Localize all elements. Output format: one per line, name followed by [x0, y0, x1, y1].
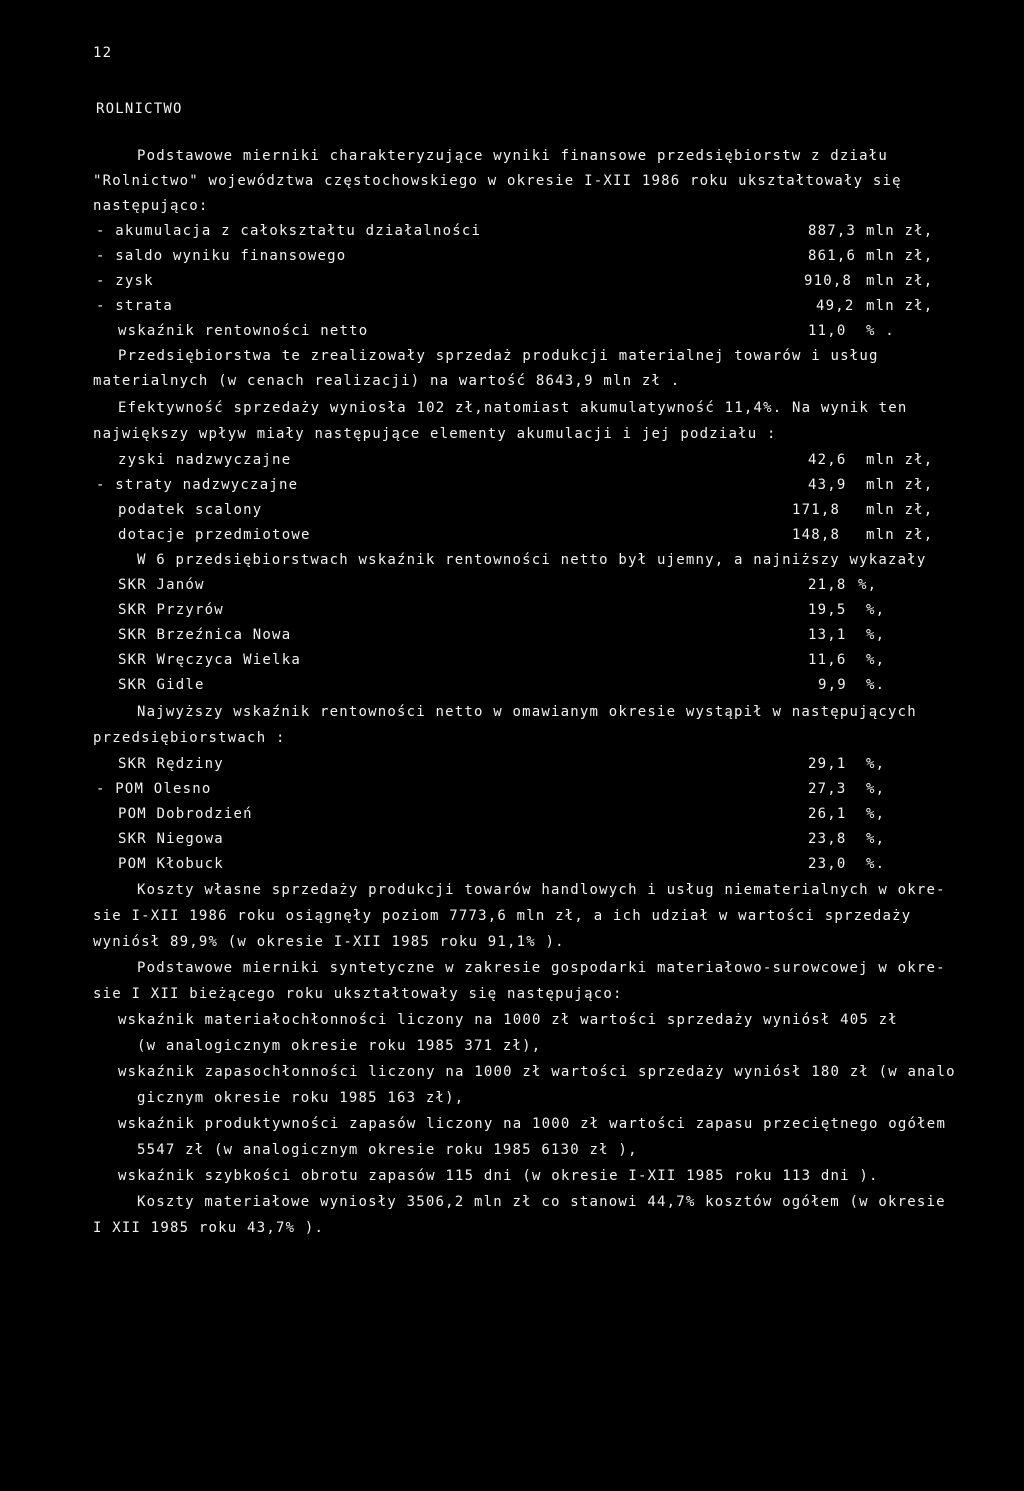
fin-item-unit: mln zł,: [866, 298, 934, 314]
costs-line-1: Koszty własne sprzedaży produkcji towarów handlowych i usług niematerialnych w okre-: [137, 882, 946, 898]
fin-item-label: - strata: [96, 298, 174, 314]
highest-value: 23,8: [808, 831, 847, 847]
fin-item-label: wskaźnik rentowności netto: [118, 323, 369, 339]
fin-item-unit: % .: [866, 323, 895, 339]
fin-item-value: 11,0: [808, 323, 847, 339]
lowest-label: SKR Wręczyca Wielka: [118, 652, 301, 668]
synthetic-intro-line-1: Podstawowe mierniki syntetyczne w zakresie gospodarki materiałowo-surowcowej w okre-: [137, 960, 946, 976]
intro-line-2: "Rolnictwo" województwa częstochowskiego w okresie I-XII 1986 roku ukształtowały się: [93, 173, 902, 189]
effect-line-1: Efektywność sprzedaży wyniosła 102 zł,natomiast akumulatywność 11,4%. Na wynik ten: [118, 400, 908, 416]
highest-intro-line-1: Najwyższy wskaźnik rentowności netto w omawianym okresie wystąpił w następujących: [137, 704, 917, 720]
highest-unit: %,: [866, 781, 886, 797]
synthetic-line: wskaźnik zapasochłonności liczony na 1000 zł wartości sprzedaży wyniósł 180 zł (w analo: [118, 1064, 956, 1080]
highest-value: 27,3: [808, 781, 847, 797]
lowest-label: SKR Gidle: [118, 677, 205, 693]
costs-line-2: sie I-XII 1986 roku osiągnęły poziom 7773,6 mln zł, a ich udział w wartości sprzedaży: [93, 908, 912, 924]
effect-line-2: największy wpływ miały następujące elementy akumulacji i jej podziału :: [93, 426, 777, 442]
highest-intro-line-2: przedsiębiorstwach :: [93, 730, 286, 746]
highest-label: SKR Rędziny: [118, 756, 224, 772]
lowest-unit: %,: [866, 627, 886, 643]
synthetic-line: wskaźnik materiałochłonności liczony na 1000 zł wartości sprzedaży wyniósł 405 zł: [118, 1012, 898, 1028]
intro-line-3: następująco:: [93, 198, 209, 214]
highest-value: 23,0: [808, 856, 847, 872]
fin-item-label: - akumulacja z całokształtu działalności: [96, 223, 482, 239]
highest-value: 29,1: [808, 756, 847, 772]
material-line-2: I XII 1985 roku 43,7% ).: [93, 1220, 325, 1236]
lowest-value: 11,6: [808, 652, 847, 668]
lowest-value: 9,9: [818, 677, 847, 693]
element-unit: mln zł,: [866, 477, 934, 493]
lowest-label: SKR Janów: [118, 577, 205, 593]
highest-label: POM Kłobuck: [118, 856, 224, 872]
element-value: 43,9: [808, 477, 847, 493]
element-label: podatek scalony: [118, 502, 263, 518]
material-line-1: Koszty materiałowe wyniosły 3506,2 mln zł co stanowi 44,7% kosztów ogółem (w okresie: [137, 1194, 946, 1210]
synthetic-intro-line-2: sie I XII bieżącego roku ukształtowały się następująco:: [93, 986, 623, 1002]
sales-line-2: materialnych (w cenach realizacji) na wartość 8643,9 mln zł .: [93, 373, 681, 389]
lowest-unit: %,: [866, 602, 886, 618]
lowest-unit: %.: [866, 677, 886, 693]
costs-line-3: wyniósł 89,9% (w okresie I-XII 1985 roku 91,1% ).: [93, 934, 565, 950]
synthetic-line: wskaźnik szybkości obrotu zapasów 115 dni (w okresie I-XII 1985 roku 113 dni ).: [118, 1168, 879, 1184]
lowest-value: 19,5: [808, 602, 847, 618]
element-label: dotacje przedmiotowe: [118, 527, 311, 543]
highest-label: - POM Olesno: [96, 781, 212, 797]
section-title: ROLNICTWO: [96, 101, 183, 117]
page-number: 12: [93, 45, 113, 61]
synthetic-line: 5547 zł (w analogicznym okresie roku 1985 6130 zł ),: [137, 1142, 638, 1158]
element-value: 171,8: [792, 502, 841, 518]
sales-line-1: Przedsiębiorstwa te zrealizowały sprzedaż produkcji materialnej towarów i usług: [118, 348, 879, 364]
highest-label: SKR Niegowa: [118, 831, 224, 847]
fin-item-label: - zysk: [96, 273, 154, 289]
fin-item-value: 887,3: [808, 223, 857, 239]
lowest-unit: %,: [866, 652, 886, 668]
fin-item-value: 49,2: [816, 298, 855, 314]
lowest-intro: W 6 przedsiębiorstwach wskaźnik rentowności netto był ujemny, a najniższy wykazały: [137, 552, 927, 568]
element-label: zyski nadzwyczajne: [118, 452, 292, 468]
element-value: 148,8: [792, 527, 841, 543]
element-unit: mln zł,: [866, 502, 934, 518]
fin-item-label: - saldo wyniku finansowego: [96, 248, 347, 264]
lowest-value: 13,1: [808, 627, 847, 643]
fin-item-unit: mln zł,: [866, 273, 934, 289]
element-unit: mln zł,: [866, 452, 934, 468]
synthetic-line: (w analogicznym okresie roku 1985 371 zł),: [137, 1038, 542, 1054]
highest-label: POM Dobrodzień: [118, 806, 253, 822]
synthetic-line: gicznym okresie roku 1985 163 zł),: [137, 1090, 465, 1106]
element-label: - straty nadzwyczajne: [96, 477, 299, 493]
highest-unit: %,: [866, 831, 886, 847]
lowest-value: 21,8: [808, 577, 847, 593]
lowest-unit: %,: [858, 577, 878, 593]
fin-item-value: 861,6: [808, 248, 857, 264]
lowest-label: SKR Przyrów: [118, 602, 224, 618]
fin-item-unit: mln zł,: [866, 223, 934, 239]
fin-item-value: 910,8: [804, 273, 853, 289]
element-value: 42,6: [808, 452, 847, 468]
highest-unit: %,: [866, 806, 886, 822]
element-unit: mln zł,: [866, 527, 934, 543]
fin-item-unit: mln zł,: [866, 248, 934, 264]
highest-unit: %,: [866, 756, 886, 772]
synthetic-line: wskaźnik produktywności zapasów liczony na 1000 zł wartości zapasu przeciętnego ogółem: [118, 1116, 947, 1132]
lowest-label: SKR Brzeźnica Nowa: [118, 627, 292, 643]
highest-value: 26,1: [808, 806, 847, 822]
intro-line-1: Podstawowe mierniki charakteryzujące wyniki finansowe przedsiębiorstw z działu: [137, 148, 889, 164]
highest-unit: %.: [866, 856, 886, 872]
